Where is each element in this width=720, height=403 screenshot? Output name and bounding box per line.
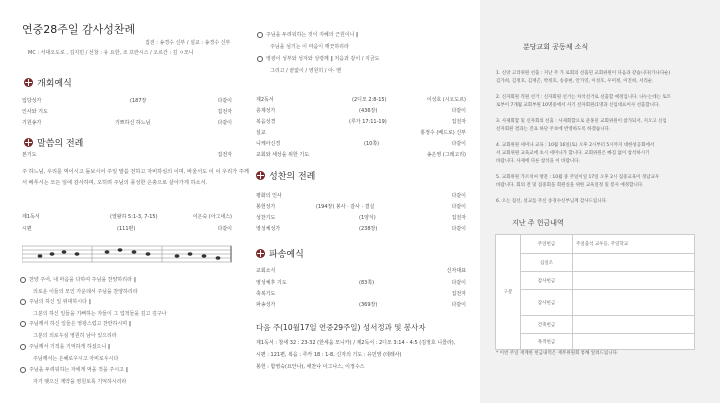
section-title: 성찬의 전례	[269, 172, 316, 182]
offering-label: 주일헌금	[521, 235, 573, 254]
row-middle: (83쪽)	[359, 280, 375, 286]
row-label: 설교	[256, 130, 266, 136]
table-row	[496, 272, 695, 290]
offering-table	[495, 234, 695, 350]
row-label: 본기도	[22, 152, 37, 158]
row-right: 집전자	[217, 152, 232, 158]
row-right: 다같이	[451, 280, 466, 286]
circle-icon	[20, 299, 26, 305]
collect-line-2: 서 베푸시는 모든 일에 감사하며, 오히려 주님의 풍성한 은총으로 살아가게 하소서.	[22, 180, 208, 186]
row-label: 평화의 인사	[256, 193, 282, 199]
psalm-line	[257, 31, 359, 38]
row-right: 다같이	[451, 226, 466, 232]
row-right: 다같이	[217, 120, 232, 126]
row-label: 파송성가	[256, 302, 276, 308]
offering-label: 감사헌금	[521, 290, 573, 316]
psalm-text: 주님께서 하신 일들은 영광스럽고 찬란하시며 ‖	[29, 321, 132, 327]
row-label: 시편	[22, 226, 32, 232]
row-right: 이은숙 (아그네스)	[192, 214, 232, 220]
cross-icon	[256, 171, 265, 180]
circle-icon	[20, 277, 26, 283]
offering-group-label: 구분	[496, 235, 521, 350]
row-right: 집전자	[451, 119, 466, 125]
section-eucharist	[256, 169, 315, 182]
collect-line-1: 주 하느님, 우리를 먹이시고 돌보시어 주일 말씀 전하고 자비하심의 이며, 바울서도 이 이 우리가 주께	[22, 169, 249, 175]
news-item: 로부이 7개월 교회부원 10명중에서 사기 선자회원(1명과 신임대표이사 선출합니다.	[496, 103, 660, 108]
news-item: 김가희, 김정호, 김재곤, 박정호, 송중현, 안가연, 이성호, 우미정, 이진희, 서리순.	[496, 79, 654, 84]
circle-icon	[20, 367, 26, 373]
row-label: 영성체성가	[256, 226, 281, 232]
row-middle: (2디모 2:8-15)	[352, 97, 387, 103]
row-label: 제1독서	[22, 214, 40, 220]
next-week-line: 시편 : 121편, 복음 : 루카 18 : 1-8, 신자의 기도 : 유민영 (데레사)	[256, 352, 402, 358]
offering-note: * 이번 주일 재계한 헌금내역은 재무위원회 통해 알려드립니다.	[496, 351, 619, 356]
row-middle: (열왕하 5:1-3, 7-15)	[110, 214, 158, 220]
section-title: 파송예식	[269, 250, 304, 260]
row-label: 층계성가	[256, 108, 276, 114]
offering-value	[573, 316, 695, 334]
psalm-line	[20, 298, 91, 305]
row-right: 다같이	[217, 98, 232, 104]
row-label: 교회소식	[256, 268, 276, 274]
offering-label: 감사헌금	[521, 272, 573, 290]
page-title: 연중28주일 감사성찬례	[22, 23, 136, 36]
row-right: 이성호 (시오도르)	[426, 97, 466, 103]
row-right: 다같이	[451, 204, 466, 210]
news-item: 서 교회위원 교육교에 초시 세미나가 합니다. 교회위원은 빠짐 없이 참석하시기	[496, 151, 650, 156]
table-row	[496, 254, 695, 272]
table-row	[496, 235, 695, 254]
section-word	[24, 136, 83, 149]
music-staff	[22, 243, 232, 265]
row-middle: (436장)	[359, 108, 378, 114]
row-right: 다같이	[217, 226, 232, 232]
row-label: 봉헌성가	[256, 204, 276, 210]
offering-title: 지난 주 헌금내역	[512, 219, 564, 227]
section-dismissal	[256, 247, 304, 260]
table-row	[496, 316, 695, 334]
psalm-text: 주님께서 기적을 기억하게 하셨으니 ‖	[29, 344, 111, 350]
news-item: 3. 사제회합 및 신자회의 선출 : 사제회합으로 준홍된 교회위원이 참가되서, 지오고 신임	[496, 119, 667, 124]
psalm-text: 주님을 두려워하는 자에게 먹을 것을 주시고 ‖	[29, 367, 128, 373]
psalm-line: 주님께서는 은혜로우시고 자비로우시다	[33, 356, 119, 362]
row-right: 신자대표	[446, 268, 466, 274]
news-item: 6. 오는 집선, 설교를 주신 송경수신부님께 감사드립니다.	[496, 199, 608, 204]
row-label: 제2독서	[256, 97, 274, 103]
psalm-text: 찬양 주어, 내 마음을 다하여 주님을 찬양하리라 ‖	[29, 277, 136, 283]
news-item: 2. 신자회원 직원 선거 : 신자회원 선거는 차석선거로 선출합 예정입니다. 나누는데는 토트	[496, 95, 672, 100]
offering-value	[573, 272, 695, 290]
row-right: 다같이	[451, 302, 466, 308]
row-label: 교회와 세상을 위한 기도	[256, 152, 310, 158]
row-right: 다같이	[451, 108, 466, 114]
psalm-line	[20, 276, 136, 283]
table-row	[496, 290, 695, 316]
psalm-text: 영광이 성부와 성자와 성령께 ‖ 처음과 같이 / 지금도	[266, 56, 380, 62]
psalm-line	[20, 366, 128, 373]
psalm-line: 주님을 섬기는 이 마음이 깨끗하리라	[270, 44, 349, 50]
circle-icon	[257, 32, 263, 38]
table-row	[496, 334, 695, 350]
offering-label: 십일조	[521, 254, 573, 272]
meta-staff: MC : 서대오도로 , 김지민 / 선창 : 유 요한, 조 프란시스 / 오르간 : 김 ㅇ모니	[28, 50, 194, 56]
section-title: 개회예식	[37, 79, 72, 89]
row-right: 집전자	[451, 215, 466, 221]
row-middle: (187장	[130, 98, 147, 104]
offering-label: 목적헌금	[521, 334, 573, 350]
section-opening	[24, 76, 72, 89]
offering-value	[573, 334, 695, 350]
news-item: 바랍니다. 사제에 다른 참석을 이 바랍니다.	[496, 159, 580, 164]
circle-icon	[20, 344, 26, 350]
cross-icon	[24, 138, 33, 147]
news-item: 바랍니다. 회의 전 및 집중회을 회원실을 위한 교육일정 및 봉사 예정합니다.	[496, 183, 644, 188]
cross-icon	[24, 78, 33, 87]
row-right: 다같이	[451, 193, 466, 199]
psalm-line: 의로운 이들의 모인 가운데서 주님을 찬양하리라	[33, 289, 138, 295]
row-right: 집전자	[217, 109, 232, 115]
row-middle: (194장) 봉사 · 감사 · 결실	[316, 204, 375, 210]
row-middle: (루가 17:11-19)	[349, 119, 387, 125]
row-middle: (1양식)	[359, 215, 376, 221]
row-label: 니케아신경	[256, 141, 281, 147]
row-label: 복음성경	[256, 119, 276, 125]
row-middle: (111편)	[117, 226, 136, 232]
psalm-line	[20, 320, 131, 327]
row-right: 송은영 (그레고리)	[426, 152, 466, 158]
section-title: 말씀의 전례	[37, 139, 84, 149]
circle-icon	[257, 56, 263, 62]
row-label: 성찬기도	[256, 215, 276, 221]
psalm-text: 주님의 하신 일 위대하시다 ‖	[29, 299, 91, 305]
psalm-line: 그리고 / 끝없이 / 영원히 / 아- 멘	[270, 68, 342, 74]
news-title: 분당교회 공동체 소식	[523, 43, 589, 51]
offering-value	[573, 254, 695, 272]
psalm-line: 그분의 의로우심 영원히 남아 있으리라	[33, 333, 117, 339]
circle-icon	[20, 321, 26, 327]
offering-value	[573, 290, 695, 316]
news-item: 선자회원 결과는 진표 하단 주보에 반영하도록 하겠습니다.	[496, 127, 611, 132]
row-right: 집전자	[451, 291, 466, 297]
next-week-line: 봉헌 : 함영숙(요안나), 애찬나 이그나스, 이정수스	[256, 364, 365, 370]
row-middle: 기쁘하신 하느님	[115, 120, 151, 126]
next-week-line: 제1독서 : 창세 32 : 23-32 (한세움 모니카) / 제2독서 : 2디모 3:14 - 4:5 (김정호 니콜라),	[256, 340, 456, 346]
row-label: 입당성가	[22, 98, 42, 104]
row-label: 인사와 기도	[22, 109, 48, 115]
psalm-text: 주님을 두려워하는 것이 지혜의 근원이니 ‖	[266, 32, 359, 38]
meta-celebrant: 집전 : 송경수 신부 / 설교 : 송경수 신부	[145, 40, 231, 46]
offering-label: 건축헌금	[521, 316, 573, 334]
psalm-line	[20, 343, 110, 350]
psalm-line: 그분의 하신 일들을 기뻐하는 자들이 그 업적들을 깊고 깊구나	[33, 311, 167, 317]
news-item: 1. 신앙 고리위원 선출 : 지난 주 가 로회의 선출된 교회위원이 다음과 같습니다(가나다순)	[496, 71, 671, 76]
next-week-title: 다음 주(10월17일 연중29주일) 성서정과 및 봉사자	[256, 323, 426, 332]
news-item: 5. 교회위원 가르치씨 방문 : 10월 중 주일이일 17일 오후 2시 집중교육이 정납교우	[496, 175, 660, 180]
row-right: 다같이	[451, 141, 466, 147]
cross-icon	[256, 249, 265, 258]
psalm-line: 자기 맺으신 계약을 영원토록 기억하시리라	[33, 379, 127, 385]
row-middle: (10쪽)	[364, 141, 380, 147]
row-middle: (238장)	[359, 226, 378, 232]
row-right: 홍정수 (베드로) 신부	[420, 130, 466, 136]
row-label: 영성체후 기도	[256, 280, 287, 286]
row-label: 기원송가	[22, 120, 42, 126]
row-label: 축복기도	[256, 291, 276, 297]
row-middle: (369장)	[359, 302, 378, 308]
news-item: 4. 교회위원 세미나 교육 : 10월 16일(토) 오후 2시부터 5시까지 대한성공회에서	[496, 143, 655, 148]
offering-value: 주일출석 교우들, 주일학교	[573, 235, 695, 254]
psalm-line	[257, 55, 380, 62]
